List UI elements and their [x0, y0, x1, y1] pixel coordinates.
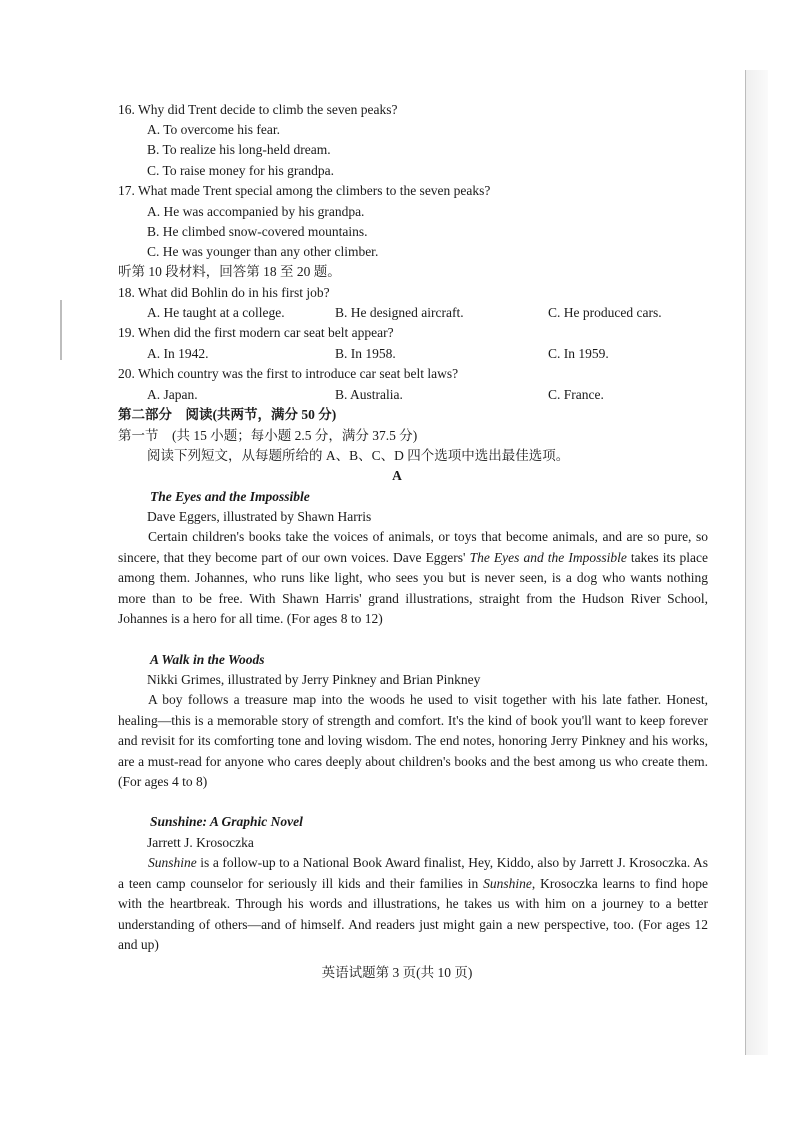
question-17-option-c: C. He was younger than any other climber.: [147, 244, 379, 259]
book-1-title: The Eyes and the Impossible: [150, 489, 310, 504]
book-2-title: A Walk in the Woods: [150, 652, 265, 667]
question-16-option-a: A. To overcome his fear.: [147, 122, 281, 137]
question-17-option-b: B. He climbed snow-covered mountains.: [147, 224, 368, 239]
book-3-review: Sunshine is a follow-up to a National Book Award finalist, Hey, Kiddo, also by Jarrett J. Krosoczka. As a teen camp counselor for seriously ill kids and their families in Sunshine, Krosoczka learns to find hope with the heartbreak. Through his words and illustrations, he takes us with him on a journey to a better understanding of others—and of himself. And readers just might gain a new perspective, too. (For ages 12 and up): [118, 855, 709, 952]
question-19-option-a: A. In 1942.: [147, 346, 209, 361]
question-17-option-a: A. He was accompanied by his grandpa.: [147, 204, 365, 219]
page-footer: 英语试题第 3 页(共 10 页): [321, 965, 473, 980]
question-19-option-c: C. In 1959.: [548, 346, 609, 361]
question-16-stem: 16. Why did Trent decide to climb the seven peaks?: [118, 102, 398, 117]
question-18-option-c: C. He produced cars.: [548, 305, 662, 320]
question-20-stem: 20. Which country was the first to introduce car seat belt laws?: [118, 366, 459, 381]
book-2-review: A boy follows a treasure map into the woods he used to visit together with his late father. Honest, healing—this is a memorable story of strength and comfort. It's the kind of book you'll want to keep forever and revisit for its comforting tone and loving wisdom. The end notes, honoring Jerry Pinkney and his works, are a must-read for anyone who cares deeply about children's books and the best among us who create them. (For ages 4 to 8): [118, 692, 708, 789]
passage-letter: A: [392, 468, 402, 483]
question-19-stem: 19. When did the first modern car seat belt appear?: [118, 325, 394, 340]
scan-edge: [745, 70, 768, 1055]
question-16-option-b: B. To realize his long-held dream.: [147, 142, 331, 157]
book-2-author: Nikki Grimes, illustrated by Jerry Pinkney and Brian Pinkney: [147, 672, 481, 687]
book-1-review: Certain children's books take the voices of animals, or toys that become animals, and are so pure, so sincere, that they become part of our own voices. Dave Eggers' The Eyes and the Impossible takes its place among them. Johannes, who runs like light, who sees you but is never seen, is a dog who wants nothing more than to be free. With Shawn Harris' grand illustrations, straight from the Hudson River School, Johannes is a hero for all time. (For ages 8 to 12): [118, 529, 709, 626]
scan-mark: [60, 300, 62, 360]
part2-heading: 第二部分 阅读(共两节，满分 50 分): [118, 407, 337, 422]
question-18-option-a: A. He taught at a college.: [147, 305, 285, 320]
question-17-stem: 17. What made Trent special among the climbers to the seven peaks?: [118, 183, 491, 198]
question-19-option-b: B. In 1958.: [335, 346, 396, 361]
question-20-option-b: B. Australia.: [335, 387, 403, 402]
question-18-option-b: B. He designed aircraft.: [335, 305, 464, 320]
book-1-author: Dave Eggers, illustrated by Shawn Harris: [147, 509, 372, 524]
reading-instruction: 阅读下列短文，从每题所给的 A、B、C、D 四个选项中选出最佳选项。: [147, 448, 570, 463]
book-3-author: Jarrett J. Krosoczka: [147, 835, 254, 850]
listening-instruction: 听第 10 段材料，回答第 18 至 20 题。: [118, 264, 341, 279]
question-20-option-a: A. Japan.: [147, 387, 198, 402]
book-3-title: Sunshine: A Graphic Novel: [150, 814, 303, 829]
question-16-option-c: C. To raise money for his grandpa.: [147, 163, 335, 178]
section1-heading: 第一节 (共 15 小题；每小题 2.5 分，满分 37.5 分): [118, 428, 418, 443]
question-20-option-c: C. France.: [548, 387, 604, 402]
question-18-stem: 18. What did Bohlin do in his first job?: [118, 285, 330, 300]
